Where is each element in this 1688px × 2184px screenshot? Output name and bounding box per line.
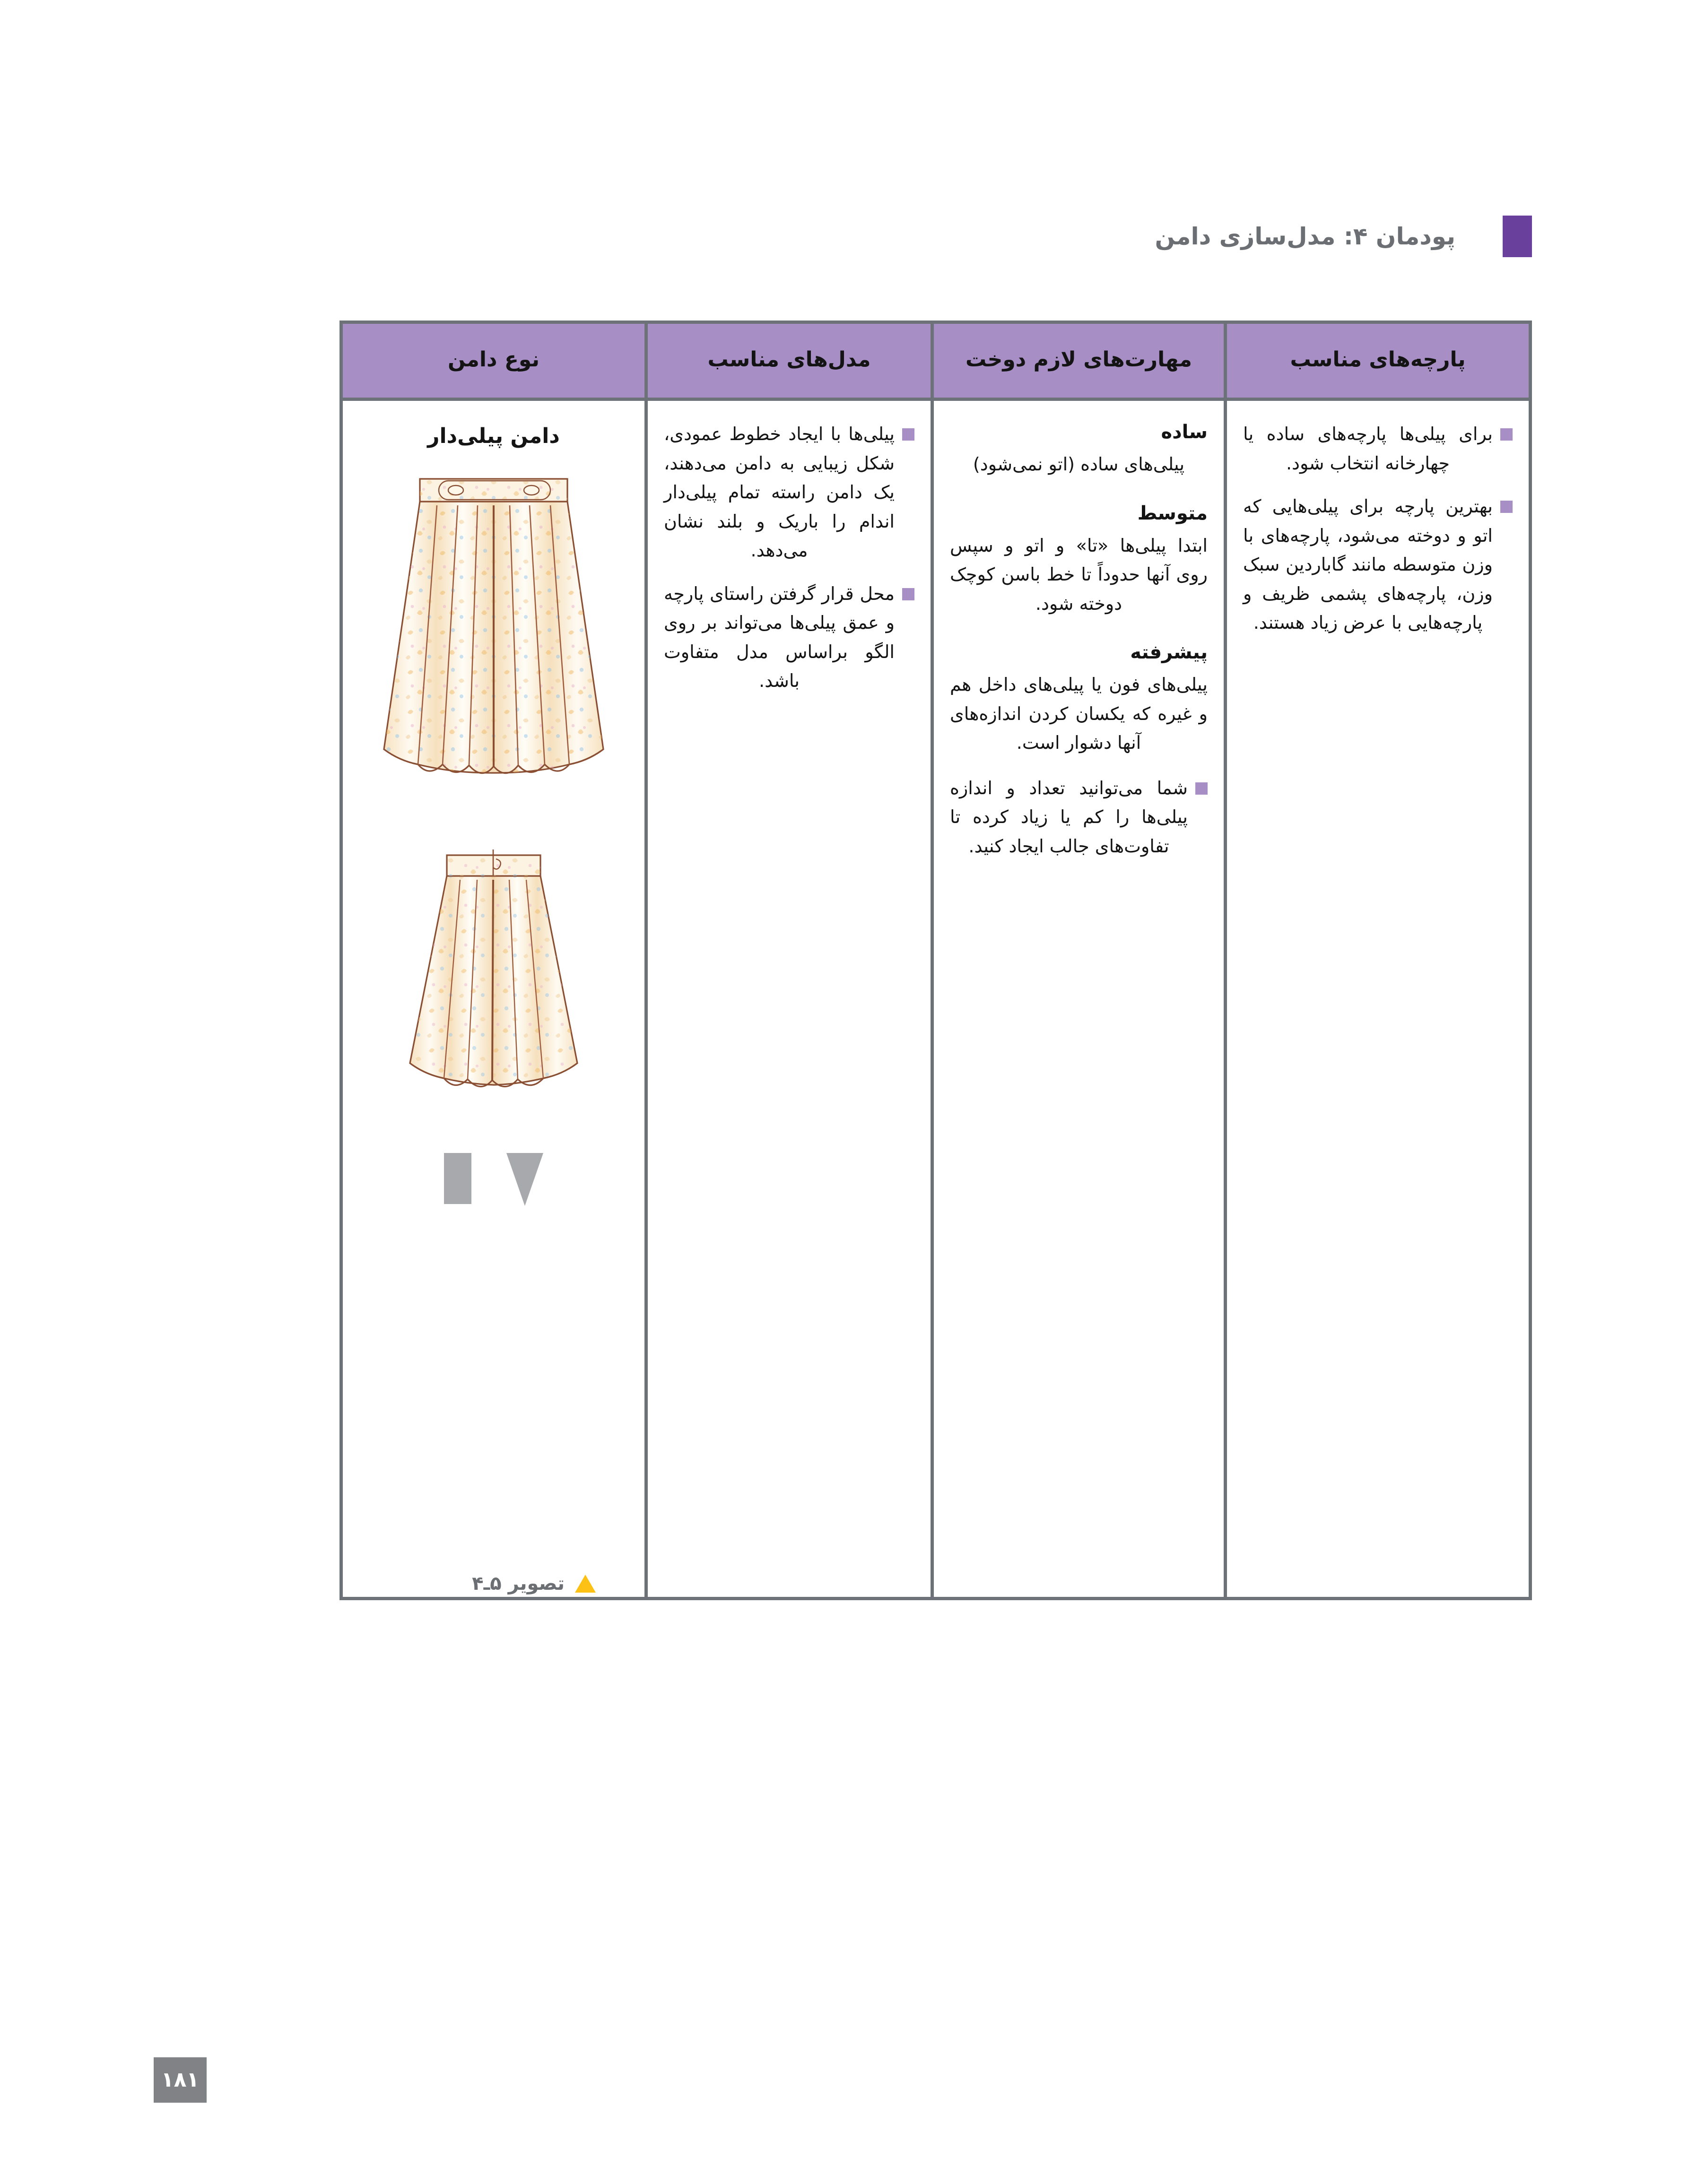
skirt-type-title: دامن پیلی‌دار xyxy=(427,424,560,448)
models-bullet-1-text: پیلی‌ها با ایجاد خطوط عمودی، شکل زیبایی به دامن می‌دهند، یک دامن راسته تمام پیلی‌دار اندام را باریک و بلند نشان می‌دهد. xyxy=(664,424,895,561)
column-header-type: نوع دامن xyxy=(341,322,646,399)
skirt-illustrations xyxy=(359,466,628,1206)
skill-level-advanced-text: پیلی‌های فون یا پیلی‌های داخل هم و غیره که یکسان کردن اندازه‌های آنها دشوار است. xyxy=(950,674,1208,754)
page-number: ۱۸۱ xyxy=(161,2068,200,2092)
models-bullet-2-text: محل قرار گرفتن راستای پارچه و عمق پیلی‌ها می‌تواند بر روی الگو براساس مدل متفاوت باشد. xyxy=(664,583,895,692)
pleated-skirt-back-view-icon xyxy=(392,844,595,1137)
cell-fabrics xyxy=(1226,399,1531,1599)
table-header-row xyxy=(341,322,1531,399)
pattern-piece-rectangle-icon xyxy=(444,1153,471,1204)
figure-caption xyxy=(343,1574,1532,1593)
pattern-piece-glyphs xyxy=(444,1153,543,1206)
skill-level-advanced-label: پیشرفته xyxy=(1130,641,1208,664)
fabrics-bullet-1-text: برای پیلی‌ها پارچه‌های ساده یا چهارخانه انتخاب شود. xyxy=(1243,424,1493,474)
fabrics-content xyxy=(1227,401,1529,1597)
skills-bullet-1-text: شما می‌توانید تعداد و اندازه پیلی‌ها را کم یا زیاد کرده تا تفاوت‌های جالب ایجاد کنید. xyxy=(950,777,1188,857)
column-header-fabrics: پارچه‌های مناسب xyxy=(1226,322,1531,399)
skill-level-medium-label: متوسط xyxy=(1137,502,1208,524)
bullet-square-icon xyxy=(1500,501,1513,513)
skills-bullet-1 xyxy=(950,774,1208,861)
cell-models xyxy=(646,399,932,1599)
running-header xyxy=(156,215,1532,258)
pattern-piece-triangle-icon xyxy=(506,1153,543,1206)
type-content xyxy=(343,401,644,1597)
skills-content xyxy=(934,401,1224,1597)
fabrics-bullet-2-text: بهترین پارچه برای پیلی‌هایی که اتو و دوخته می‌شود، پارچه‌های با وزن متوسطه مانند گاباردین سبک وزن، پارچه‌های پشمی ظریف و پارچه‌هایی با عرض زیاد هستند. xyxy=(1243,496,1493,633)
bullet-square-icon xyxy=(902,428,914,441)
caption-triangle-icon xyxy=(575,1575,596,1593)
bullet-square-icon xyxy=(902,588,914,600)
skill-level-simple-label: ساده xyxy=(1161,421,1208,443)
models-content xyxy=(648,401,931,1597)
table-row xyxy=(341,399,1531,1599)
skirt-comparison-table xyxy=(339,321,1532,1600)
fabrics-bullet-2 xyxy=(1243,492,1513,638)
models-bullet-1 xyxy=(664,420,914,565)
column-header-skills: مهارت‌های لازم دوخت xyxy=(932,322,1226,399)
bullet-square-icon xyxy=(1500,428,1513,441)
cell-type xyxy=(341,399,646,1599)
page-number-badge xyxy=(154,2057,207,2103)
models-bullet-2 xyxy=(664,580,914,696)
cell-skills xyxy=(932,399,1226,1599)
caption-text: تصویر ۵ـ۴ xyxy=(472,1573,565,1595)
page-title: پودمان ۴: مدل‌سازی دامن xyxy=(1155,223,1455,250)
header-accent-mark xyxy=(1503,216,1532,257)
fabrics-bullet-1 xyxy=(1243,420,1513,478)
column-header-models: مدل‌های مناسب xyxy=(646,322,932,399)
skill-level-medium-text: ابتدا پیلی‌ها «تا» و اتو و سپس روی آنها حدوداً تا خط باسن کوچک دوخته شود. xyxy=(950,535,1208,614)
bullet-square-icon xyxy=(1195,782,1208,795)
pleated-skirt-front-view-icon xyxy=(371,466,617,844)
skill-level-simple-text: پیلی‌های ساده (اتو نمی‌شود) xyxy=(973,454,1185,475)
